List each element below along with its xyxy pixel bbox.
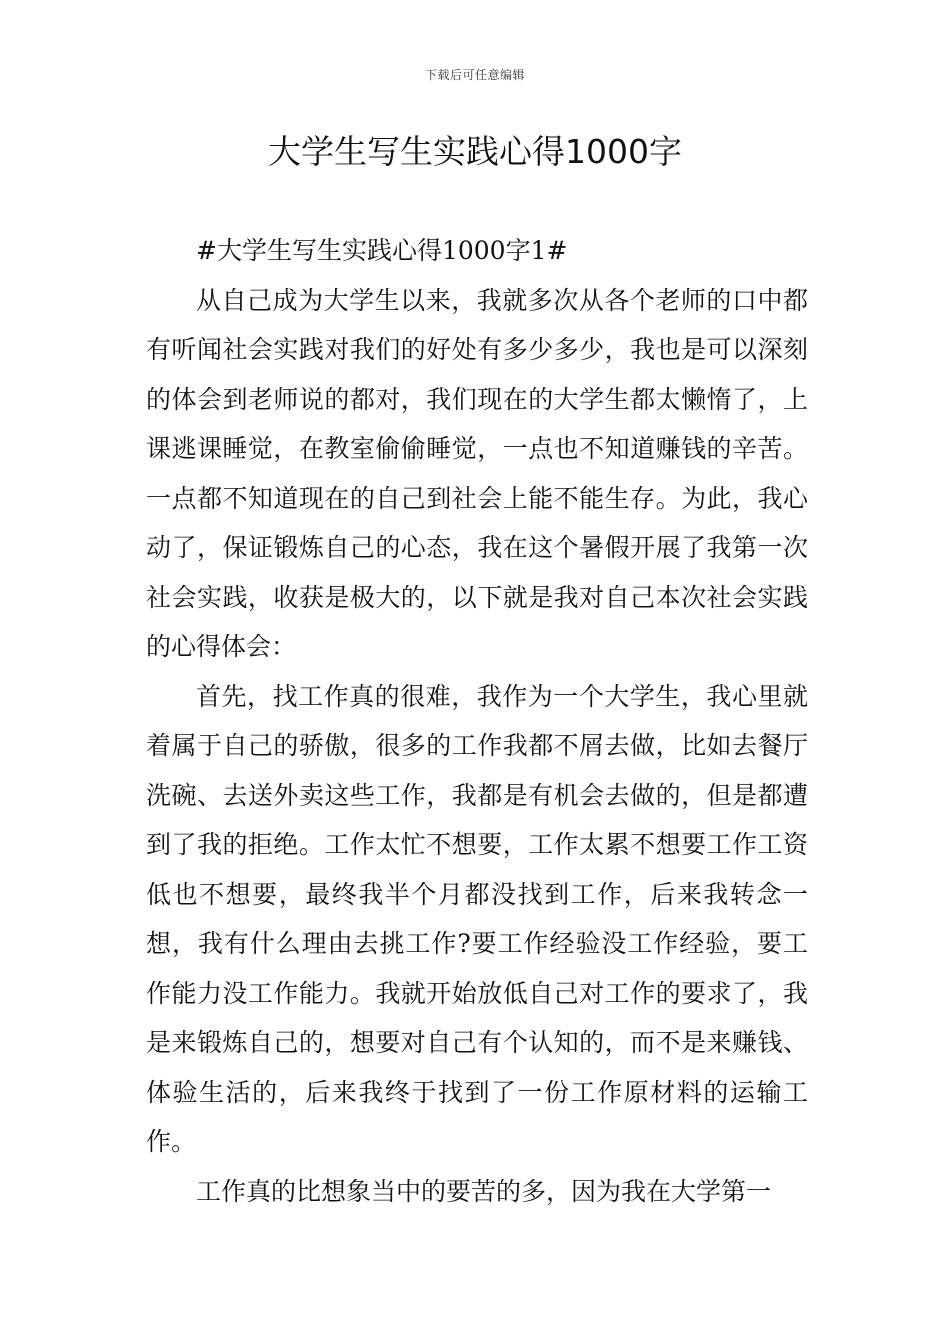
section-heading: #大学生写生实践心得1000字1# — [196, 236, 568, 265]
document-title: 大学生写生实践心得1000字 — [268, 132, 682, 171]
document-body — [146, 226, 808, 1216]
paragraph: 从自己成为大学生以来，我就多次从各个老师的口中都有听闻社会实践对我们的好处有多少多少，我也是可以深刻的体会到老师说的都对，我们现在的大学生都太懒惰了，上课逃课睡觉，在教室偷偷睡觉，一点也不知道赚钱的辛苦。一点都不知道现在的自己到社会上能不能生存。为此，我心动了，保证锻炼自己的心态，我在这个暑假开展了我第一次社会实践，收获是极大的，以下就是我对自己本次社会实践的心得体会： — [146, 285, 808, 661]
paragraph: 工作真的比想象当中的要苦的多，因为我在大学第一 — [196, 1176, 772, 1206]
header-note: 下载后可任意编辑 — [424, 68, 525, 82]
paragraph: 首先，找工作真的很难，我作为一个大学生，我心里就着属于自己的骄傲，很多的工作我都不屑去做，比如去餐厅洗碗、去送外卖这些工作，我都是有机会去做的，但是都遭到了我的拒绝。工作太忙不想要，工作太累不想要工作工资低也不想要，最终我半个月都没找到工作，后来我转念一想，我有什么理由去挑工作?要工作经验没工作经验，要工作能力没工作能力。我就开始放低自己对工作的要求了，我是来锻炼自己的，想要对自己有个认知的，而不是来赚钱、体验生活的，后来我终于找到了一份工作原材料的运输工作。 — [146, 681, 808, 1156]
